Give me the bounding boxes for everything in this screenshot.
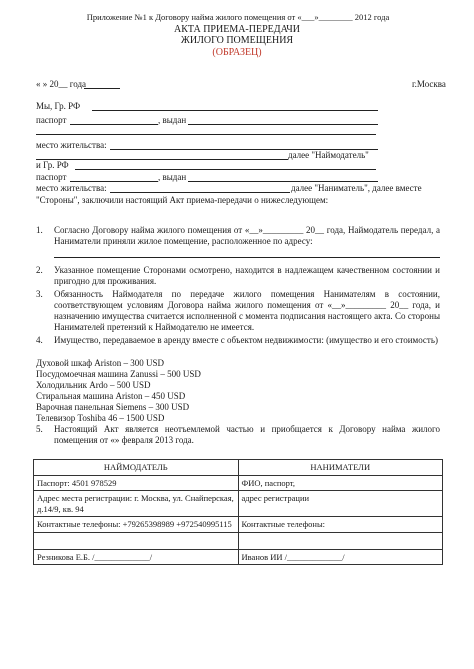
- property-item: Стиральная машина Ariston – 450 USD: [36, 391, 186, 401]
- date-underline: [84, 88, 120, 89]
- property-item: Духовой шкаф Ariston – 300 USD: [36, 358, 165, 368]
- issued1-label: , выдан: [158, 115, 187, 125]
- passport1-label: паспорт: [36, 115, 67, 125]
- title-line-1: АКТА ПРИЕМА-ПЕРЕДАЧИ: [173, 24, 301, 35]
- tenant-address: адрес регистрации: [238, 491, 443, 517]
- we-underline: [92, 110, 378, 111]
- item-3-text: Обязанность Наймодателя по передаче жилого помещения Нанимателям в состоянии, соответствующем условиям Договора найма жилого помещения от «__»_________ 20__ года, и назначению имущества считается исполненной с момента подписания настоящего акта. Со стороны Нанимателей претензий к Наймодателю не имеется.: [54, 289, 440, 332]
- signature-table: [33, 459, 443, 565]
- table-row: [34, 491, 443, 517]
- tenant-phones: Контактные телефоны:: [238, 517, 443, 533]
- sample-label: (ОБРАЗЕЦ): [212, 47, 262, 58]
- citizen2-underline: [75, 169, 376, 170]
- passport2-underline: [70, 181, 158, 182]
- residence1-label: место жительства:: [36, 140, 107, 150]
- issued2-underline: [188, 181, 378, 182]
- item-5-number: 5.: [36, 424, 43, 434]
- tenant-tag: далее "Наниматель", далее вместе: [291, 183, 422, 193]
- and-citizen-label: и Гр. РФ: [36, 160, 69, 170]
- item-4-text: Имущество, передаваемое в аренду вместе с объектом недвижимости: (имущество и его стоимость): [54, 335, 438, 345]
- property-item: Холодильник Ardo – 500 USD: [36, 380, 151, 390]
- property-item: Посудомоечная машина Zanussi – 500 USD: [36, 369, 201, 379]
- tenant-signature: Иванов ИИ /_____________/: [238, 549, 443, 565]
- passport1-underline: [70, 124, 158, 125]
- table-row: [34, 549, 443, 565]
- title-line-2: ЖИЛОГО ПОМЕЩЕНИЯ: [180, 35, 294, 46]
- header-landlord: НАЙМОДАТЕЛЬ: [34, 460, 239, 476]
- landlord-phones: Контактные телефоны: +79265398989 +972540995115: [34, 517, 239, 533]
- property-item: Варочная панельная Siemens – 300 USD: [36, 402, 190, 412]
- issued1-underline: [188, 124, 378, 125]
- date-field: « » 20__ года: [36, 79, 87, 89]
- item-1-text: Согласно Договору найма жилого помещения от «__»_________ 20__ года, Наймодатель передал, а Наниматели приняли жилое помещение, расположенное по адресу:: [54, 225, 440, 246]
- header-tenants: НАНИМАТЕЛИ: [238, 460, 443, 476]
- we-label: Мы, Гр. РФ: [36, 101, 81, 111]
- empty-cell: [34, 532, 239, 549]
- item-2-number: 2.: [36, 265, 43, 275]
- residence1-underline-2: [36, 159, 288, 160]
- item-5-text: Настоящий Акт является неотъемлемой частью и приобщается к Договору найма жилого помещения от «» февраля 2013 года.: [54, 424, 440, 445]
- item-1-address-underline: [54, 257, 440, 258]
- blank1-underline: [36, 134, 376, 135]
- issued2-label: , выдан: [158, 172, 187, 182]
- landlord-address: Адрес места регистрации: г. Москва, ул. Снайперская, д.14/9, кв. 94: [34, 491, 239, 517]
- item-3-number: 3.: [36, 289, 43, 299]
- residence2-label: место жительства:: [36, 183, 107, 193]
- empty-cell: [238, 532, 443, 549]
- sides-line: "Стороны", заключили настоящий Акт приема-передачи о нижеследующем:: [36, 195, 329, 205]
- table-row: [34, 475, 443, 491]
- table-row: [34, 532, 443, 549]
- appendix-line: Приложение №1 к Договору найма жилого помещения от «___»________ 2012 года: [86, 12, 390, 22]
- city-label: г.Москва: [412, 79, 446, 89]
- tenant-passport: ФИО, паспорт,: [238, 475, 443, 491]
- table-row: [34, 517, 443, 533]
- table-header-row: [34, 460, 443, 476]
- passport2-label: паспорт: [36, 172, 67, 182]
- residence2-underline: [110, 192, 290, 193]
- item-4-number: 4.: [36, 335, 43, 345]
- landlord-signature: Резникова Е.Б. /_____________/: [34, 549, 239, 565]
- item-2-text: Указанное помещение Сторонами осмотрено, находится в надлежащем качественном состоянии и пригодно для проживания.: [54, 265, 440, 286]
- landlord-passport: Паспорт: 4501 978529: [34, 475, 239, 491]
- property-item: Телевизор Toshiba 46 – 1500 USD: [36, 413, 165, 423]
- item-1-number: 1.: [36, 225, 43, 235]
- landlord-tag: далее "Наймодатель": [288, 150, 369, 160]
